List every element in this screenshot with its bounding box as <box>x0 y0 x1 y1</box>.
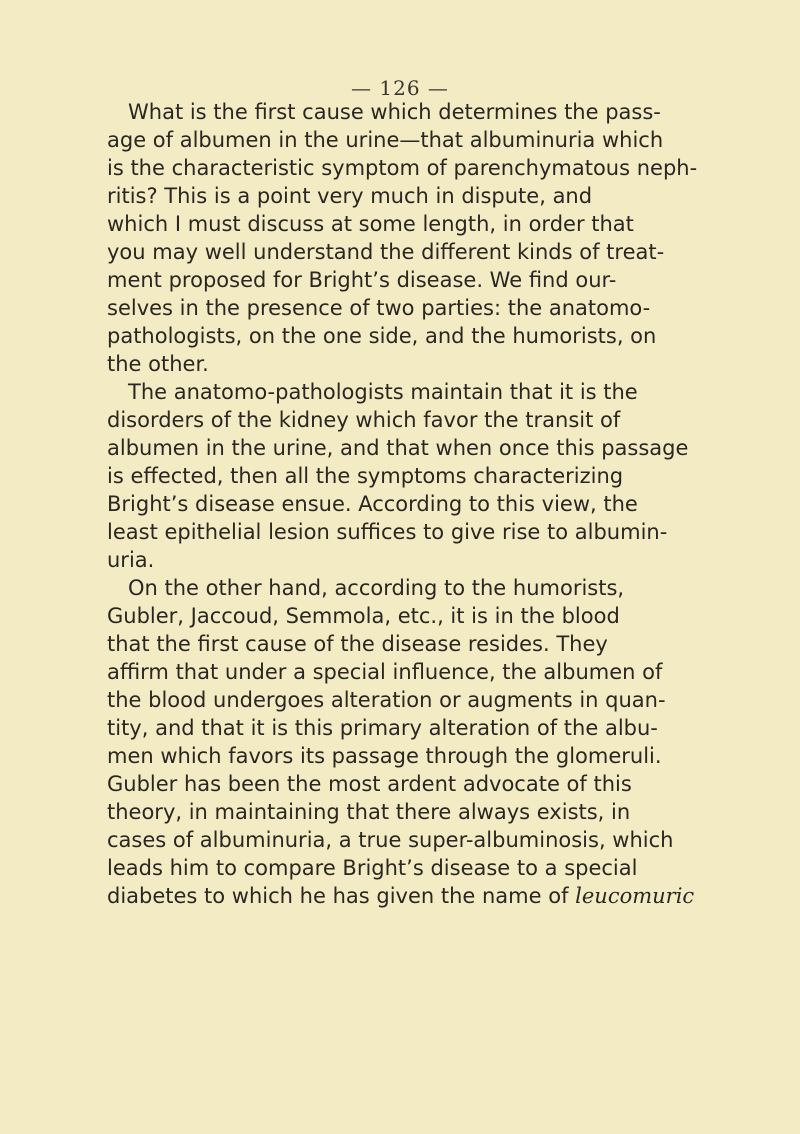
text-line: pathologists, on the one side, and the humorists, on <box>107 324 657 348</box>
text-line: leads him to compare Bright’s disease to a special <box>107 856 638 880</box>
text-line: ritis? This is a point very much in dispute, and <box>107 184 593 208</box>
text-line: disorders of the kidney which favor the transit of <box>107 408 621 432</box>
text-line-last <box>107 882 694 910</box>
text-line: which I must discuss at some length, in order that <box>107 212 634 236</box>
text-line: ment proposed for Bright’s disease. We find our- <box>107 268 617 292</box>
text-line: affirm that under a special influence, the albumen of <box>107 660 663 684</box>
text-line: On the other hand, according to the humorists, <box>128 576 625 600</box>
text-line: you may well understand the different kinds of treat- <box>107 240 665 264</box>
text-line: What is the first cause which determines the pass- <box>128 100 661 124</box>
italic-term: leucomuric <box>575 884 695 908</box>
text-line: age of albumen in the urine—that albuminuria which <box>107 128 664 152</box>
text-line: The anatomo-pathologists maintain that it is the <box>128 380 638 404</box>
text-line: uria. <box>107 548 155 572</box>
text-line: the blood undergoes alteration or augments in quan- <box>107 688 666 712</box>
page-number: — 126 — <box>351 76 449 100</box>
text-line: men which favors its passage through the glomeruli. <box>107 744 662 768</box>
text-line: least epithelial lesion suffices to give rise to albumin- <box>107 520 668 544</box>
text-line: cases of albuminuria, a true super-albuminosis, which <box>107 828 674 852</box>
text-line: albumen in the urine, and that when once this passage <box>107 436 689 460</box>
text-line: Gubler, Jaccoud, Semmola, etc., it is in the blood <box>107 604 620 628</box>
text-line: the other. <box>107 352 209 376</box>
text-line: tity, and that it is this primary alteration of the albu- <box>107 716 658 740</box>
text-line: Bright’s disease ensue. According to this view, the <box>107 492 638 516</box>
text-line: theory, in maintaining that there always exists, in <box>107 800 631 824</box>
text-line: is effected, then all the symptoms characterizing <box>107 464 624 488</box>
text-line: that the first cause of the disease resides. They <box>107 632 608 656</box>
text-line: selves in the presence of two parties: the anatomo- <box>107 296 651 320</box>
last-line-text: diabetes to which he has given the name of <box>107 884 576 908</box>
text-line: is the characteristic symptom of parenchymatous neph- <box>107 156 698 180</box>
text-line: Gubler has been the most ardent advocate of this <box>107 772 632 796</box>
